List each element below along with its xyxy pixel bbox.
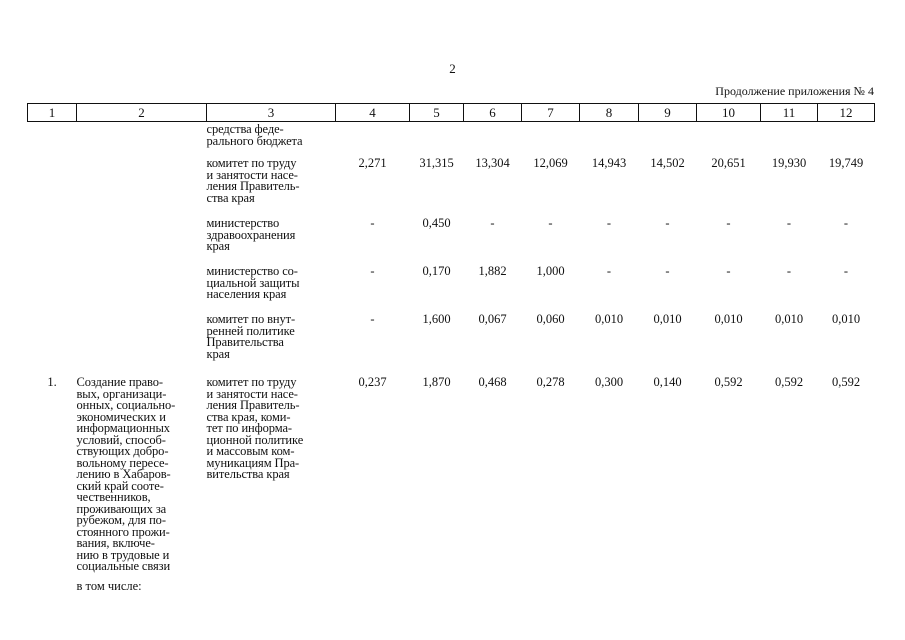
- value-cell: 2,271: [358, 156, 387, 170]
- table-row: [28, 154, 875, 215]
- value-cell: 19,749: [828, 156, 864, 170]
- empty-cell: [28, 573, 77, 593]
- value-cell: 1,870: [422, 375, 451, 389]
- responsible-executor-line: ционной политике: [206, 432, 304, 447]
- value-cell: 0,060: [536, 312, 565, 326]
- value-cell: [639, 122, 697, 155]
- value-cell: 0,592: [714, 375, 743, 389]
- responsible-executor-line: вительства края: [206, 467, 290, 481]
- measure-name-line: условий, способ-: [76, 432, 166, 447]
- value-cell: 20,651: [711, 156, 746, 170]
- header-cell: 6: [464, 104, 522, 122]
- value-cell: 12,069: [533, 156, 568, 170]
- measure-name-line: проживающих за: [76, 501, 167, 516]
- value-cell: 0,170: [422, 264, 451, 278]
- value-cell: -: [606, 264, 612, 278]
- measure-name-line: вольному пересе-: [76, 455, 169, 470]
- header-cell: 9: [639, 104, 697, 122]
- value-cell: -: [726, 264, 731, 278]
- header-cell: 1: [28, 104, 77, 122]
- responsible-executor-line: рального бюджета: [206, 133, 303, 148]
- responsible-executor-line: комитет по труду: [206, 375, 297, 389]
- responsible-executor-line: министерство: [206, 216, 280, 230]
- value-cell: 0,237: [358, 375, 387, 389]
- value-cell: [522, 122, 580, 155]
- row-index: [28, 215, 77, 263]
- value-cell: -: [370, 216, 375, 230]
- value-cell: 0,140: [653, 375, 682, 389]
- value-cell: 0,450: [422, 216, 451, 230]
- responsible-executor-line: населения края: [206, 287, 287, 301]
- value-cell: -: [786, 216, 792, 230]
- responsible-executor-line: циальной защиты: [206, 275, 300, 290]
- table-row: [28, 263, 875, 310]
- measure-name-line: лению в Хабаров-: [76, 467, 171, 481]
- responsible-executor: [207, 310, 336, 372]
- responsible-executor-line: и занятости насе-: [206, 386, 298, 401]
- value-cell: 1,882: [478, 264, 507, 278]
- value-cell: 0,010: [653, 312, 682, 326]
- responsible-executor-line: ления Правитель-: [206, 398, 300, 412]
- value-cell: -: [843, 216, 849, 230]
- value-cell: [697, 122, 761, 155]
- measure-name-line: нию в трудовые и: [76, 547, 170, 562]
- value-cell: 1,600: [422, 312, 451, 326]
- row-index: 1.: [47, 375, 57, 389]
- value-cell: -: [490, 216, 495, 230]
- measure-name-line: вания, включе-: [76, 536, 155, 550]
- responsible-executor-line: комитет по внут-: [206, 312, 296, 326]
- header-cell: 4: [336, 104, 410, 122]
- value-cell: -: [665, 216, 670, 230]
- responsible-executor-line: муникациям Пра-: [206, 455, 300, 470]
- in-that-label: в том числе:: [76, 578, 142, 593]
- measure-name-line: Создание право-: [76, 375, 163, 389]
- table-row: [28, 310, 875, 372]
- value-cell: 0,468: [478, 375, 507, 389]
- measure-name: [77, 372, 207, 573]
- measure-name: [77, 154, 207, 215]
- measure-name-line: социальные связи: [76, 559, 171, 573]
- header-cell: 2: [77, 104, 207, 122]
- value-cell: 0,010: [774, 312, 804, 326]
- header-cell: 7: [522, 104, 580, 122]
- measure-name-line: информационных: [76, 421, 170, 435]
- measure-name: [77, 215, 207, 263]
- responsible-executor-line: тет по информа-: [206, 421, 292, 435]
- value-cell: [580, 122, 639, 155]
- value-cell: 0,592: [831, 375, 861, 389]
- value-cell: -: [665, 264, 670, 278]
- table-row: [28, 122, 875, 155]
- value-cell: 19,930: [771, 156, 807, 170]
- budget-table: [27, 103, 875, 592]
- responsible-executor-line: и занятости насе-: [206, 167, 298, 182]
- value-cell: [761, 122, 818, 155]
- measure-name: [77, 122, 207, 155]
- value-cell: 14,502: [650, 156, 685, 170]
- responsible-executor-line: средства феде-: [206, 122, 284, 136]
- header-cell: 10: [697, 104, 761, 122]
- value-cell: 0,010: [594, 312, 624, 326]
- measure-name-line: онных, социально-: [76, 398, 176, 412]
- measure-name-line: вых, организаци-: [76, 386, 167, 401]
- row-index: [28, 263, 77, 310]
- header-cell: 3: [207, 104, 336, 122]
- value-cell: 31,315: [419, 156, 454, 170]
- row-index: [28, 154, 77, 215]
- measure-name: [77, 263, 207, 310]
- responsible-executor-line: здравоохранения: [206, 227, 296, 242]
- responsible-executor: [207, 372, 336, 573]
- header-cell: 11: [761, 104, 818, 122]
- table-row: [28, 573, 875, 593]
- responsible-executor: [207, 154, 336, 215]
- value-cell: -: [606, 216, 612, 230]
- responsible-executor-line: ства края: [206, 190, 255, 205]
- responsible-executor-line: ренней политике: [206, 323, 295, 338]
- value-cell: -: [370, 264, 375, 278]
- responsible-executor-line: министерство со-: [206, 264, 298, 278]
- measure-name-line: стоянного прожи-: [76, 524, 170, 539]
- header-cell: 5: [410, 104, 464, 122]
- value-cell: [336, 122, 410, 155]
- value-cell: 13,304: [475, 156, 510, 170]
- value-cell: 1,000: [536, 264, 565, 278]
- value-cell: 0,278: [536, 375, 565, 389]
- responsible-executor: [207, 122, 336, 155]
- responsible-executor-line: края: [206, 239, 230, 253]
- measure-name-line: экономических и: [76, 409, 166, 424]
- value-cell: 0,010: [714, 312, 743, 326]
- header-cell: 12: [818, 104, 875, 122]
- measure-name: [77, 310, 207, 372]
- value-cell: 0,300: [594, 375, 624, 389]
- responsible-executor-line: края: [206, 346, 230, 361]
- responsible-executor: [207, 215, 336, 263]
- responsible-executor: [207, 263, 336, 310]
- table-row: [28, 372, 875, 573]
- measure-name-line: рубежом, для по-: [76, 513, 166, 527]
- responsible-executor-line: и массовым ком-: [206, 444, 295, 458]
- page-number: 2: [449, 61, 456, 76]
- value-cell: [818, 122, 875, 155]
- value-cell: [464, 122, 522, 155]
- value-cell: 14,943: [591, 156, 627, 170]
- value-cell: 0,010: [831, 312, 861, 326]
- measure-name-line: чественников,: [76, 490, 151, 504]
- value-cell: -: [370, 312, 375, 326]
- responsible-executor-line: ства края, коми-: [206, 409, 291, 424]
- responsible-executor-line: комитет по труду: [206, 156, 297, 170]
- value-cell: -: [843, 264, 849, 278]
- table-header-row: [28, 104, 875, 122]
- value-cell: 0,067: [478, 312, 507, 326]
- row-index: [28, 310, 77, 372]
- table-row: [28, 215, 875, 263]
- responsible-executor-line: Правительства: [206, 335, 284, 349]
- responsible-executor-line: ления Правитель-: [206, 179, 300, 193]
- value-cell: -: [786, 264, 792, 278]
- value-cell: [410, 122, 464, 155]
- measure-name-line: ствующих добро-: [76, 444, 169, 458]
- continuation-label: Продолжение приложения № 4: [715, 84, 874, 98]
- header-cell: 8: [580, 104, 639, 122]
- value-cell: -: [548, 216, 553, 230]
- measure-name-line: ский край сооте-: [76, 478, 164, 493]
- row-index: [28, 122, 77, 155]
- value-cell: -: [726, 216, 731, 230]
- value-cell: 0,592: [774, 375, 804, 389]
